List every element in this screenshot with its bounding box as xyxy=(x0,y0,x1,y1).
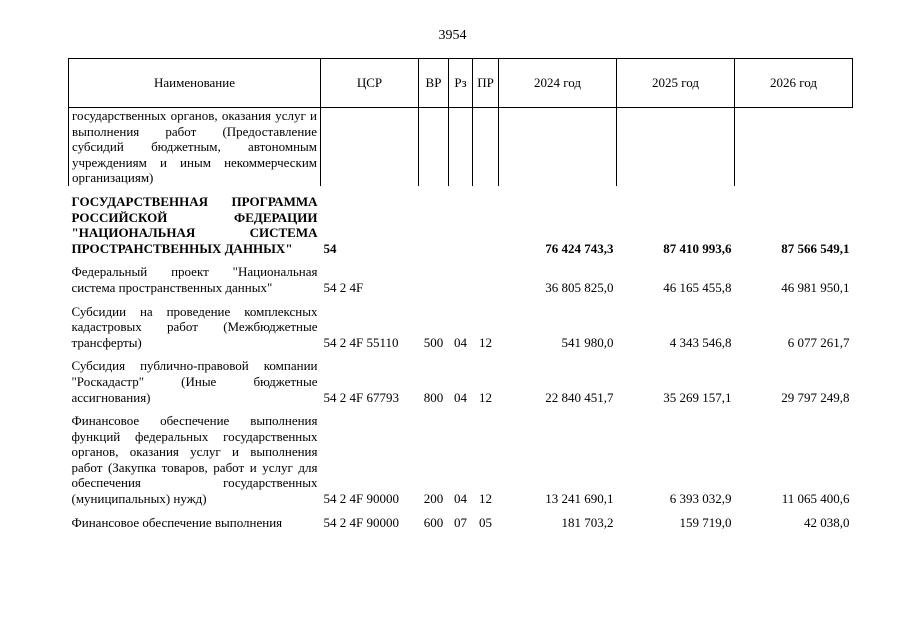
row-rz: 04 xyxy=(454,389,467,405)
table-row xyxy=(69,515,853,531)
row-2024 xyxy=(499,108,617,186)
row-vr xyxy=(419,108,449,186)
row-pr: 12 xyxy=(479,389,492,405)
row-csr: 54 2 4F 90000 xyxy=(323,491,399,507)
row-2026: 87 566 549,1 xyxy=(781,240,850,256)
row-vr: 600 xyxy=(423,514,444,530)
row-vr xyxy=(419,264,449,295)
row-name: государственных органов, оказания услуг и выполнения работ (Предоставление субсидий бюджетным, автономным учреждениям и иным некоммерческим организациям) xyxy=(69,108,321,186)
row-vr: 500 xyxy=(423,334,444,350)
header-2026: 2026 год xyxy=(735,59,853,108)
row-rz: 07 xyxy=(454,514,467,530)
row-pr xyxy=(473,108,499,186)
row-2024: 541 980,0 xyxy=(561,334,614,350)
row-name: ГОСУДАРСТВЕННАЯ ПРОГРАММА РОССИЙСКОЙ ФЕДЕРАЦИИ "НАЦИОНАЛЬНАЯ СИСТЕМА ПРОСТРАНСТВЕННЫХ ДАННЫХ" xyxy=(71,193,318,256)
row-2026: 42 038,0 xyxy=(804,514,850,530)
row-csr: 54 2 4F xyxy=(323,279,364,295)
row-2024: 13 241 690,1 xyxy=(545,491,614,507)
row-2025: 159 719,0 xyxy=(679,514,732,530)
header-csr: ЦСР xyxy=(321,59,419,108)
row-pr: 12 xyxy=(479,491,492,507)
row-rz: 04 xyxy=(454,491,467,507)
row-vr xyxy=(419,194,449,256)
row-pr xyxy=(473,264,499,295)
header-rz: Рз xyxy=(449,59,473,108)
row-pr: 05 xyxy=(479,514,492,530)
row-name: Субсидия публично-правовой компании "Роскадастр" (Иные бюджетные ассигнования) xyxy=(71,358,318,405)
row-2025: 4 343 546,8 xyxy=(669,334,732,350)
row-2026: 11 065 400,6 xyxy=(781,491,850,507)
row-2025 xyxy=(617,108,735,186)
table-header-row xyxy=(69,59,853,108)
row-name: Субсидии на проведение комплексных кадастровых работ (Межбюджетные трансферты) xyxy=(71,303,318,350)
row-2024: 76 424 743,3 xyxy=(545,240,614,256)
header-pr: ПР xyxy=(473,59,499,108)
header-2024: 2024 год xyxy=(499,59,617,108)
row-2026: 29 797 249,8 xyxy=(781,389,850,405)
row-2024: 22 840 451,7 xyxy=(545,389,614,405)
row-name: Федеральный проект "Национальная система пространственных данных" xyxy=(71,264,318,295)
row-2025: 87 410 993,6 xyxy=(663,240,732,256)
budget-table xyxy=(68,58,853,530)
row-2024: 181 703,2 xyxy=(561,514,614,530)
table-row xyxy=(69,304,853,351)
row-csr: 54 2 4F 67793 xyxy=(323,389,399,405)
row-rz xyxy=(449,264,473,295)
row-2024: 36 805 825,0 xyxy=(545,279,614,295)
table-row xyxy=(69,413,853,507)
row-name: Финансовое обеспечение выполнения xyxy=(71,514,283,530)
table-row xyxy=(69,358,853,405)
row-2025: 35 269 157,1 xyxy=(663,389,732,405)
row-rz xyxy=(449,108,473,186)
row-2026 xyxy=(735,108,853,186)
row-csr: 54 2 4F 55110 xyxy=(323,334,399,350)
row-pr: 12 xyxy=(479,334,492,350)
row-2026: 6 077 261,7 xyxy=(787,334,850,350)
row-2025: 6 393 032,9 xyxy=(669,491,732,507)
table-row xyxy=(69,194,853,256)
row-csr xyxy=(321,108,419,186)
row-vr: 800 xyxy=(423,389,444,405)
row-name: Финансовое обеспечение выполнения функций федеральных государственных органов, оказания услуг и выполнения работ (Закупка товаров, работ и услуг для обеспечения государственных (муниципальных) нужд) xyxy=(71,413,318,507)
page-number: 3954 xyxy=(438,28,467,43)
header-name: Наименование xyxy=(69,59,321,108)
row-vr: 200 xyxy=(423,491,444,507)
table-row xyxy=(69,108,853,186)
row-2026: 46 981 950,1 xyxy=(781,279,850,295)
row-csr: 54 xyxy=(323,240,337,256)
row-pr xyxy=(473,194,499,256)
row-csr: 54 2 4F 90000 xyxy=(323,514,399,530)
row-rz: 04 xyxy=(454,334,467,350)
row-rz xyxy=(449,194,473,256)
row-2025: 46 165 455,8 xyxy=(663,279,732,295)
header-vr: ВР xyxy=(419,59,449,108)
table-row xyxy=(69,264,853,295)
header-2025: 2025 год xyxy=(617,59,735,108)
